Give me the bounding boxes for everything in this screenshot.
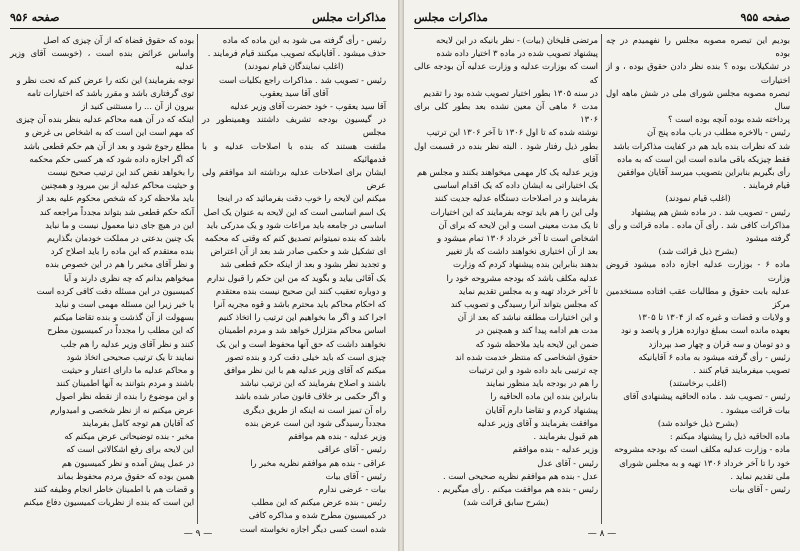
text-line: مدت هم ادامه پیدا کند و همچنین در [475, 325, 598, 336]
text-line: و نظر آقای مخبر را هم در این خصوص بنده [45, 259, 194, 270]
column-right [202, 34, 386, 534]
page-number: صفحه ۹۵۶ [10, 11, 60, 24]
text-line: رئیس - آقای عراقی [317, 444, 386, 455]
text-line: اشخاص است تا آخر خرداد ۱۳۰۶ تمام میشود و [437, 233, 598, 244]
text-line: در عمل پیش آمده و نظر کمیسیون هم [61, 457, 194, 468]
text-line: مجدداً رسیدگی شود این است عرض بنده [244, 417, 386, 428]
text-line: ماده - وزارت عدلیه مکلف است که بودجه مشروحه [614, 444, 790, 455]
text-line: رئیس - تصویب شد . مذاکرات راجع بکلیات است [219, 74, 386, 85]
text-line: (اغلب نمایندگان قیام نمودند) [244, 61, 344, 72]
text-line: باید ملاحظه کرد که شخص محکوم علیه بعد از [37, 193, 194, 204]
text-line: وزیر عدلیه - بنده موافقم [512, 444, 598, 455]
text-line: میکنم که آقای وزیر عدلیه هم با این نظر موافق [224, 365, 386, 376]
text-line: مدت ۶ ماهی آن معین نشده بعد بطور کلی برای ۱۳۰۶ [414, 101, 599, 125]
text-line: عدل - بنده هم موافقم نظریه صحیحی است . [442, 470, 598, 481]
text-line: هم قبول بفرمایند . [533, 431, 598, 442]
text-line: اساس محاکم متزلزل خواهد شد و مردم اطمینان [218, 325, 386, 336]
text-line: بیرون از آن ... را مستثنی کنید از [81, 101, 194, 112]
text-line: که اگر اجازه داده شود که هر کسی حکم محکمه [29, 153, 194, 164]
column-divider [197, 34, 198, 524]
text-line: بنابراین بنده این ماده الحاقیه را [490, 391, 598, 402]
book-spine [398, 0, 404, 551]
text-line: خود را تا آخر خرداد ۱۳۰۶ تهیه و به مجلس شورای [619, 457, 790, 468]
text-line: در گیسیون بودجه تشریف داشتند وهمینطور در مجلس [202, 114, 386, 138]
text-line: عدلیه بابت حقوق و مطالبات عقب افتاده مستخدمین مرکز [606, 285, 790, 310]
text-line: (بشرح ذیل قرائت شد) [658, 246, 738, 257]
text-line: وزیر عدلیه - بنده هم موافقم [288, 431, 386, 442]
text-line: را هم در بودجه باید منظور نمایند [486, 378, 598, 389]
text-line: چیزی است که باید خیلی دقت کرد و بنده تصور [225, 351, 386, 362]
text-line: و این اختیارات مطلقه نباشد که بعد از آن [457, 312, 598, 323]
text-line: اساسی در جامعه باید مراعات شود و یک مدرکی باید [206, 219, 386, 230]
text-line: تا آخر خرداد تهیه و به مجلس تقدیم نماید [458, 285, 598, 296]
page-footer: — ۸ — [587, 529, 617, 539]
text-line: که مهم است این است که به اشخاص بی غرض و [25, 127, 194, 138]
text-line: رئیس - بالاخره مطلب در باب ماده پنج آن [647, 127, 790, 138]
text-line: را بخواهد نقض کند این ترتیب صحیح نیست [47, 167, 194, 178]
text-line: مطلع رجوع شود و بعد از آن هم حکم قطعی باشد [23, 140, 194, 151]
text-line: عرض میکنم نه از نظر شخصی و امیدوارم [50, 404, 194, 415]
text-line: و حیثیت محاکم عدلیه از بین میرود و همچنین [40, 180, 194, 191]
text-line: باشند و مردم بتوانند به آنها اطمینان کنند [56, 378, 194, 389]
text-line: پرداخته شده بوده آنچه بوده است ؟ [668, 114, 790, 125]
text-line: که این مطلب را مجدداً در کمیسیون مطرح [47, 325, 194, 336]
text-line: نخواهند داشت که حق آنها محفوظ است و این یک [216, 338, 386, 349]
text-line: در سنه ۱۳۰۵ بطور اختیار تصویب شده بود را تقدیم [423, 87, 598, 98]
text-line: شده است کسی دیگر اجازه نخواسته است [239, 523, 386, 534]
text-line: در کمیسیون مطرح شده و مذاکره کافی [248, 510, 386, 521]
text-line: این است که بنده از نظریات کمیسیون دفاع میکنم [23, 497, 194, 508]
text-line: ماده الحاقیه ذیل را پیشنهاد میکنم : [669, 431, 790, 442]
text-line: همین بوده که حقوق مردم محفوظ بماند [56, 470, 194, 481]
text-line: رئیس - رأی گرفته می شود به این ماده که ماده [222, 35, 386, 45]
header-rule [414, 28, 790, 29]
text-line: رئیس - بنده هم موافقت میکنم . رأی میگیریم . [437, 483, 598, 494]
text-line: توی گرفتاری باشد و مقرر باشد که اختیارات تامه [27, 87, 194, 98]
text-line: میخواهم بدانم که چه نظری دارند و آیا [63, 272, 194, 283]
text-line: آقا سید یعقوب - خود حضرت آقای وزیر عدلیه [230, 101, 386, 112]
text-line: بدهند بنابراین بنده پیشنهاد کردم که وزارت [452, 259, 598, 270]
section-title: مذاکرات مجلس [414, 11, 488, 24]
text-line: یک اختیاراتی به ایشان داده که یک اقدام اساسی [433, 180, 598, 191]
text-line: که احکام محاکم باید محترم باشد و قوه مجریه آنرا [213, 299, 386, 310]
text-line: این در هیچ جای دنیا معمول نیست و ما نباید [45, 219, 194, 230]
text-line: مذاکرات کافی شد . رأی آن ماده . ماده قرائت و رأی [607, 219, 790, 230]
text-line: باشد که بنده نمیتوانم تصدیق کنم که وقتی که محکمه [204, 233, 386, 244]
column-divider [601, 34, 602, 524]
text-line: و قضات هم با اطمینان خاطر انجام وظیفه کنند [33, 483, 194, 494]
text-line: (اغلب قیام نمودند) [665, 193, 731, 204]
text-line: شد که نظرات بنده باید هم در کفایت مذاکرات باشد [613, 140, 790, 151]
text-line: مخبر - بنده توضیحاتی عرض میکنم که [64, 431, 194, 442]
page-header [10, 10, 386, 26]
text-line: تبصره مصوبه مجلس شورای ملی در شش ماهه اول سال [606, 87, 790, 112]
left-page [2, 6, 394, 544]
text-line: ولی این را هم باید توجه بفرمایند که این اختیارات [430, 206, 598, 217]
page-number: صفحه ۹۵۵ [740, 11, 790, 24]
text-line: اجرا کند و اگر ما بخواهیم این ترتیب را اتخاذ کنیم [218, 312, 386, 323]
text-line: قیام فرمایند . [743, 180, 790, 191]
text-line: رئیس - آقای بیات [325, 470, 386, 481]
text-line: و دو تومان و سه قران و چهار صد بپردازد [648, 338, 790, 349]
text-line: حذف میشود . آقایانیکه تصویب میکنند قیام فرمایند . [207, 48, 386, 59]
text-line: رئیس - آقای عدل [537, 457, 598, 468]
text-line: نوشته شده که تا اول ۱۳۰۶ تا آخر ۱۳۰۶ این ترتیب [426, 127, 598, 138]
text-line: یا خیر زیرا این مسئله مهمی است و نباید [54, 299, 194, 310]
text-line: کمیسیون در این مسئله دقت کافی کرده است [36, 285, 194, 296]
text-line: که مجلس بتواند آنرا رسیدگی و تصویب کند [450, 299, 598, 310]
text-line: و تجدید نظر بشود و بعد از اینکه حکم قطعی شد [220, 259, 386, 270]
text-line: پیشنهاد تصویب شده در ماده ۳ اختیار داده شده [436, 48, 598, 59]
text-line: نمایند تا یک ترتیب صحیحی اتخاذ شود [66, 351, 194, 362]
text-line: بودیم این تبصره مصوبه مجلس را نفهمیدم در چه بوده [606, 35, 790, 59]
text-line: بیات قرائت میشود . [720, 404, 790, 415]
text-line: عدلیه مکلف باشد که بودجه مشروحه خود را [446, 272, 598, 283]
header-rule [10, 28, 386, 29]
text-line: عراقی - بنده هم موافقم نظریه مخبر را [250, 457, 386, 468]
text-line: رئیس - رأی گرفته میشود به ماده ۶ آقایانیکه [638, 351, 790, 362]
text-line: موافقت بفرمایند و آقای وزیر عدلیه [477, 417, 598, 428]
text-line: رئیس - بنده عرض میکنم که این مطلب [251, 497, 386, 508]
section-title: مذاکرات مجلس [312, 11, 386, 24]
text-line: رأی بگیریم بنابراین بتصویب میرسد آقایان موافقین [617, 167, 790, 178]
text-line: حقوق اشخاصی که منتظر خدمت شده اند [455, 351, 598, 362]
right-page [406, 6, 798, 544]
text-line: آقای آقا سید یعقوب [259, 87, 329, 98]
text-line: اینکه که در آن همه محاکم عدلیه بنظر بنده آن چیزی [15, 114, 194, 125]
text-line: و دوباره تعقیب کنند این صحیح نیست بنده معتقدم [215, 285, 386, 296]
page-footer: — ۹ — [183, 529, 213, 539]
text-line: که آقایان هم توجه کامل بفرمایند [82, 417, 194, 428]
text-line: رئیس - آقای بیات [729, 483, 790, 494]
text-line: راه آن تمیز است نه اینکه از طریق دیگری [242, 404, 386, 415]
text-line: چه ترتیبی باید داده شود و این ترتیبات [468, 365, 598, 376]
text-line: کنند و نظر آقای وزیر عدلیه را هم جلب [60, 338, 194, 349]
text-line: واساس عرائض بنده است ، (خوبست آقای وزیر عدلیه [10, 48, 194, 72]
column-right [606, 34, 790, 524]
text-line: بطور ذیل رفتار شود . البته نظر بنده در قسمت اول آقای [414, 140, 598, 164]
column-left [414, 34, 598, 524]
text-line: و اگر حکمی بر خلاف قانون صادر شده باشد [234, 391, 386, 402]
text-line: ملتفت هستند که بنده با اصلاحات عدلیه و با قدمهائیکه [202, 140, 386, 164]
text-line: است که بوزارت عدلیه و وزارت عدلیه آن بودجه عالی که [414, 61, 598, 85]
text-line: این لایحه برای رفع اشکالاتی است که [66, 444, 194, 455]
text-line: (اغلب برخاستند) [669, 378, 727, 389]
text-line: توجه بفرمایند) این نکته را عرض کنم که تحت نظر و [16, 74, 194, 85]
text-line: یک چنین بدعتی در مملکت خودمان بگذاریم [46, 233, 194, 244]
text-line: ای تشکیل شد و حکمی صادر شد بعد از آن اعتراض [210, 246, 386, 257]
text-line: بعهده مانده است بمبلغ دوازده هزار و پانصد و نود [620, 325, 790, 336]
text-line: مرتضی قلیخان (بیات) - نظر بانیکه در این لایحه [435, 35, 598, 45]
text-line: بعد از آن اختیاری نخواهند داشت که باز تغییر [446, 246, 598, 257]
text-line: گرفته میشود [745, 233, 790, 244]
text-line: بفرمایند و در اصلاحات دستگاه عدلیه جدیت کنند [434, 193, 598, 204]
text-line: (بشرح سابق قرائت شد) [463, 497, 549, 508]
text-line: تا یک مدت معینی است و این لایحه که برای آن [438, 219, 598, 230]
page-header [414, 10, 790, 26]
text-line: در تشکیلات بوده ؟ بنده نظر دادن حقوق بوده ، و از اختیارات [606, 61, 790, 85]
text-line: ایشان برای اصلاحات عدلیه برداشته اند موافقم ولی عرض [202, 167, 386, 191]
text-line: میکنم این لایحه را خوب دقت بفرمائید که در اینجا [217, 193, 386, 204]
text-line: ماده ۶ - بوزارت عدلیه اجازه داده میشود قروض وزارت [606, 259, 791, 283]
text-line: باشند و اصلاح بفرمایند که این ترتیب نباشد [240, 378, 386, 389]
text-line: یک اسم اساسی است که این لایحه به عنوان یک اصل [203, 206, 386, 217]
text-line: بنده معتقدم که این ماده را باید اصلاح کرد [50, 246, 194, 257]
text-line: رئیس - تصویب شد . در ماده شش هم پیشنهاد [630, 206, 790, 217]
text-line: فقط چیزیکه باقی مانده است این است که به ماده [617, 153, 790, 164]
text-line: ضمن این لایحه باید ملاحظه شود که [475, 338, 598, 349]
text-line: آنکه حکم قطعی شد بتواند مجدداً مراجعه کند [39, 206, 194, 217]
text-line: بسهولت از آن گذشت و بنده تقاضا میکنم [53, 312, 194, 323]
text-line: یک آقائی بیاید و بگوید که من این حکم را قبول ندارم [206, 272, 386, 283]
text-line: تصویب میفرمایند قیام کنند . [693, 365, 790, 376]
text-line: وزیر عدلیه یک کار مهمی میخواهند بکنند و مجلس هم [416, 167, 598, 178]
text-line: و محاکم عدلیه ما دارای اعتبار و حیثیت [61, 365, 194, 376]
text-line: ملی تقدیم نماید . [730, 470, 790, 481]
column-left [10, 34, 194, 524]
text-line: رئیس - تصویب شد . ماده الحاقیه پیشنهادی آقای [623, 391, 790, 402]
text-line: بوده که حقوق قضاة که از آن چیزی که اصل [43, 35, 194, 45]
text-line: (بشرح ذیل خوانده شد) [657, 417, 739, 428]
text-line: بیات - عرضی ندارم [318, 483, 386, 494]
text-line: و این موضوع را بنده از نقطه نظر اصول [55, 391, 194, 402]
text-line: و ولایات و قضات و غیره که از ۱۳۰۴ تا ۱۳۰۵ [637, 312, 790, 323]
text-line: پیشنهاد کردم و تقاضا دارم آقایان [485, 404, 598, 415]
